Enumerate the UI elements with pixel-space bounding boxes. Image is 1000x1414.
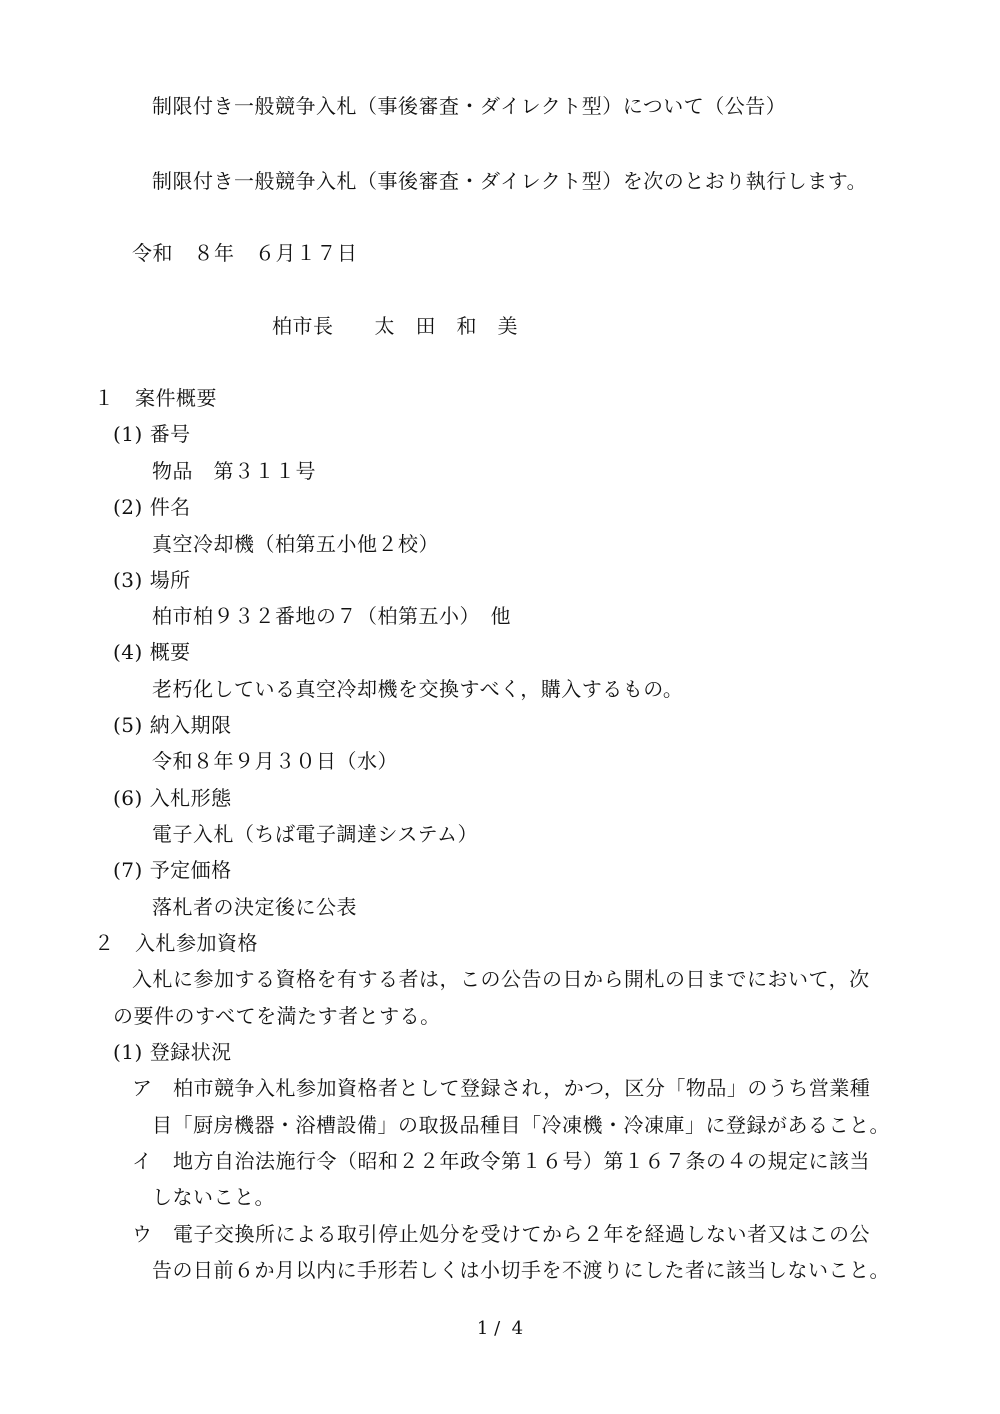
item-label: (1) 番号	[113, 422, 191, 446]
item-value: 令和８年９月３０日（水）	[152, 749, 398, 773]
page-number: 1 / 4	[476, 1318, 524, 1339]
item-label: (6) 入札形態	[113, 786, 232, 810]
requirement-i-cont: しないこと。	[152, 1185, 275, 1209]
requirement-a: ア 柏市競争入札参加資格者として登録され，かつ，区分「物品」のうち営業種	[132, 1076, 871, 1100]
item-label: (3) 場所	[113, 568, 191, 592]
item-value: 電子入札（ちば電子調達システム）	[152, 822, 478, 846]
item-label: (4) 概要	[113, 640, 191, 664]
requirement-u-cont: 告の日前６か月以内に手形若しくは小切手を不渡りにした者に該当しないこと。	[152, 1258, 890, 1282]
item-value: 老朽化している真空冷却機を交換すべく，購入するもの。	[152, 677, 684, 701]
section2-intro: 入札に参加する資格を有する者は，この公告の日から開札の日までにおいて，次	[132, 967, 870, 991]
item-label: (7) 予定価格	[113, 858, 232, 882]
item-value: 真空冷却機（柏第五小他２校）	[152, 532, 439, 556]
issuer-name: 柏市長 太 田 和 美	[272, 314, 518, 338]
requirement-u: ウ 電子交換所による取引停止処分を受けてから２年を経過しない者又はこの公	[132, 1222, 870, 1246]
requirement-a-cont: 目「厨房機器・浴槽設備」の取扱品種目「冷凍機・冷凍庫」に登録があること。	[152, 1113, 890, 1137]
item-value: 落札者の決定後に公表	[152, 895, 357, 919]
item-label: (2) 件名	[113, 495, 191, 519]
intro-text: 制限付き一般競争入札（事後審査・ダイレクト型）を次のとおり執行します。	[152, 169, 868, 193]
notice-date: 令和 ８年 ６月１７日	[132, 241, 358, 265]
subsection-label: (1) 登録状況	[113, 1040, 232, 1064]
section2-intro-cont: の要件のすべてを満たす者とする。	[113, 1004, 441, 1028]
section1-heading: １ 案件概要	[94, 386, 217, 410]
item-value: 物品 第３１１号	[152, 459, 316, 483]
section2-heading: ２ 入札参加資格	[94, 931, 258, 955]
item-label: (5) 納入期限	[113, 713, 232, 737]
requirement-i: イ 地方自治法施行令（昭和２２年政令第１６号）第１６７条の４の規定に該当	[132, 1149, 870, 1173]
item-value: 柏市柏９３２番地の７（柏第五小） 他	[152, 604, 511, 628]
notice-title: 制限付き一般競争入札（事後審査・ダイレクト型）について（公告）	[152, 94, 787, 118]
